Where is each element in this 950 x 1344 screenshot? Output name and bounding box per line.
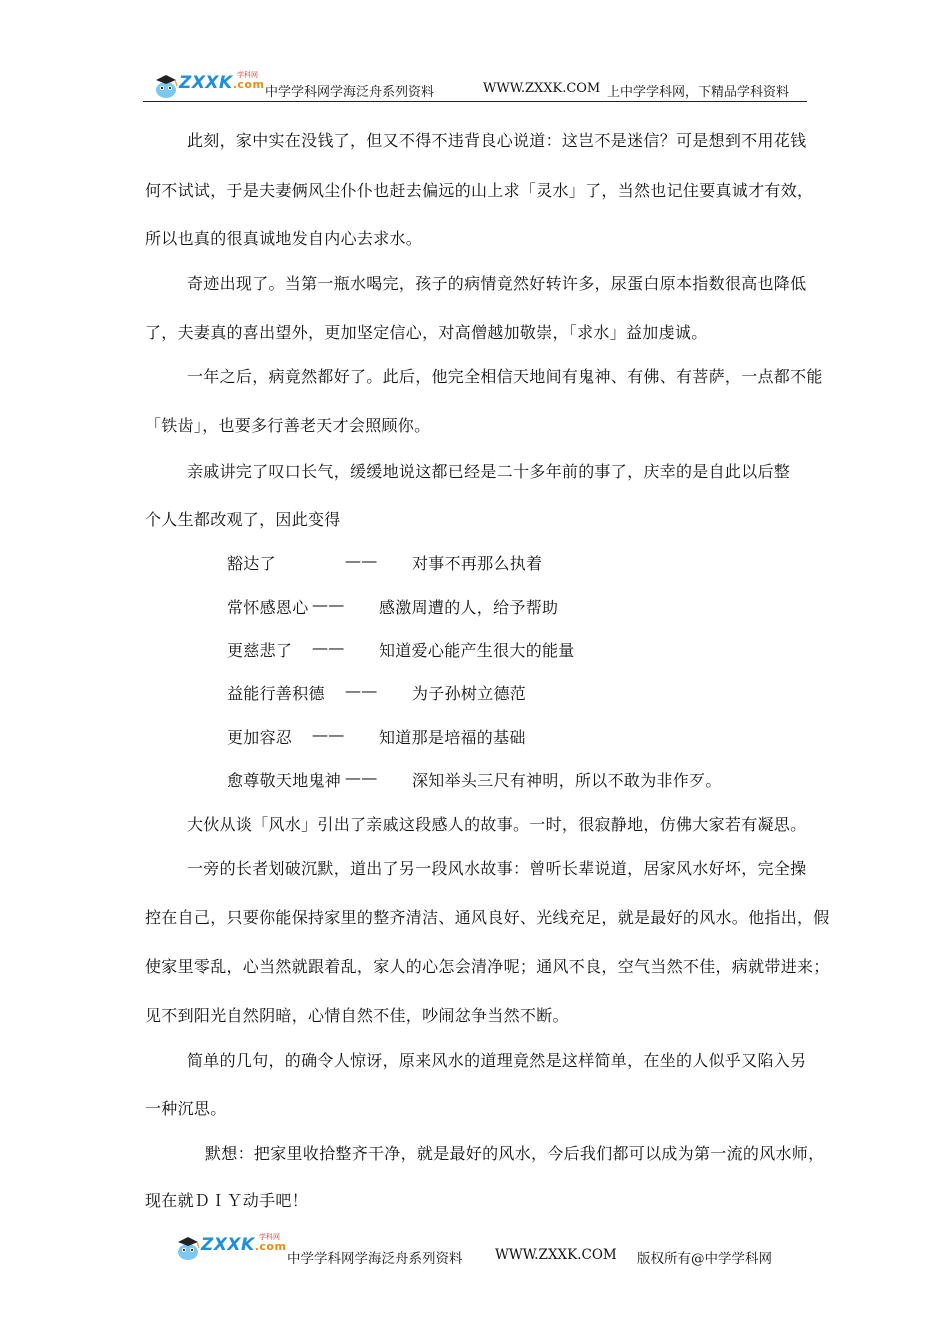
logo-tag: 学科网 bbox=[237, 71, 258, 79]
text-line: 了，夫妻真的喜出望外，更加坚定信心，对高僧越加敬崇，「求水」益加虔诚。 bbox=[145, 323, 708, 342]
list-item-term: 更加容忍 bbox=[227, 728, 293, 747]
list-item-desc: 对事不再那么执着 bbox=[412, 554, 543, 573]
list-item-desc: 深知举头三尺有神明，所以不敢为非作歹。 bbox=[412, 771, 722, 790]
text-line: 「铁齿」，也要多行善老天才会照顾你。 bbox=[145, 416, 431, 435]
list-item-term: 愈尊敬天地鬼神 bbox=[227, 771, 342, 790]
text-line: 控在自己，只要你能保持家里的整齐清洁、通风良好、光线充足，就是最好的风水。他指出，假 bbox=[145, 908, 830, 927]
zxxk-logo bbox=[151, 70, 263, 100]
text-line: 所以也真的很真诚地发自内心去求水。 bbox=[145, 229, 423, 248]
text-line: 此刻，家中实在没钱了，但又不得不违背良心说道：这岂不是迷信？可是想到不用花钱 bbox=[187, 131, 807, 150]
page-footer bbox=[165, 1232, 805, 1268]
text-line: 一种沉思。 bbox=[145, 1099, 227, 1118]
text-line: 大伙从谈「风水」引出了亲戚这段感人的故事。一时，很寂静地，仿佛大家若有凝思。 bbox=[187, 815, 807, 834]
list-item-term: 更慈悲了 bbox=[227, 641, 293, 660]
text-line: 何不试试，于是夫妻俩风尘仆仆也赶去偏远的山上求「灵水」了，当然也记住要真诚才有效， bbox=[145, 181, 814, 200]
list-item-desc: 感激周遭的人，给予帮助 bbox=[379, 598, 559, 617]
logo-text: ZXXK.com bbox=[179, 73, 265, 93]
list-item-desc: 为子孙树立德范 bbox=[412, 684, 527, 703]
text-line: 简单的几句，的确令人惊讶，原来风水的道理竟然是这样简单，在坐的人似乎又陷入另 bbox=[187, 1051, 807, 1070]
list-item-desc: 知道爱心能产生很大的能量 bbox=[379, 641, 575, 660]
page-header bbox=[143, 70, 807, 102]
footer-site: WWW.ZXXK.COM bbox=[495, 1247, 617, 1263]
header-title: 中学学科网学海泛舟系列资料 bbox=[265, 85, 435, 100]
list-item-dash: —— bbox=[345, 681, 378, 700]
logo-text: ZXXK.com bbox=[201, 1235, 287, 1255]
list-item-term: 常怀感恩心 bbox=[227, 598, 309, 617]
text-line: 默想：把家里收拾整齐干净，就是最好的风水，今后我们都可以成为第一流的风水师， bbox=[205, 1144, 825, 1163]
list-item-desc: 知道那是培福的基础 bbox=[379, 728, 526, 747]
list-item-term: 益能行善积德 bbox=[227, 684, 325, 703]
list-item-dash: —— bbox=[345, 768, 378, 787]
list-item-dash: —— bbox=[345, 551, 378, 570]
header-site: WWW.ZXXK.COM bbox=[483, 81, 601, 96]
list-item-term: 豁达了 bbox=[227, 554, 276, 573]
text-line: 一旁的长者划破沉默，道出了另一段风水故事：曾听长辈说道，居家风水好坏，完全操 bbox=[187, 859, 807, 878]
header-slogan: 上中学学科网，下精品学科资料 bbox=[607, 85, 790, 100]
header-rule bbox=[143, 101, 807, 102]
text-line: 一年之后，病竟然都好了。此后，他完全相信天地间有鬼神、有佛、有菩萨，一点都不能 bbox=[187, 367, 823, 386]
text-line: 使家里零乱，心当然就跟着乱，家人的心怎会清净呢；通风不良，空气当然不佳，病就带进来； bbox=[145, 957, 830, 976]
list-item-dash: —— bbox=[312, 638, 345, 657]
text-line: 亲戚讲完了叹口长气，缓缓地说这都已经是二十多年前的事了，庆幸的是自此以后整 bbox=[187, 462, 791, 481]
mascot-icon bbox=[151, 72, 181, 100]
text-line: 奇迹出现了。当第一瓶水喝完，孩子的病情竟然好转许多，尿蛋白原本指数很高也降低 bbox=[187, 274, 807, 293]
text-line: 见不到阳光自然阴暗，心情自然不佳，吵闹忿争当然不断。 bbox=[145, 1006, 569, 1025]
footer-copyright: 版权所有@中学学科网 bbox=[637, 1251, 772, 1267]
zxxk-logo bbox=[173, 1232, 285, 1262]
mascot-icon bbox=[173, 1234, 203, 1262]
text-line: 现在就ＤＩＹ动手吧！ bbox=[145, 1191, 309, 1210]
text-line: 个人生都改观了，因此变得 bbox=[145, 510, 341, 529]
footer-title: 中学学科网学海泛舟系列资料 bbox=[287, 1251, 463, 1267]
list-item-dash: —— bbox=[312, 725, 345, 744]
logo-tag: 学科网 bbox=[259, 1233, 280, 1241]
list-item-dash: —— bbox=[312, 595, 345, 614]
